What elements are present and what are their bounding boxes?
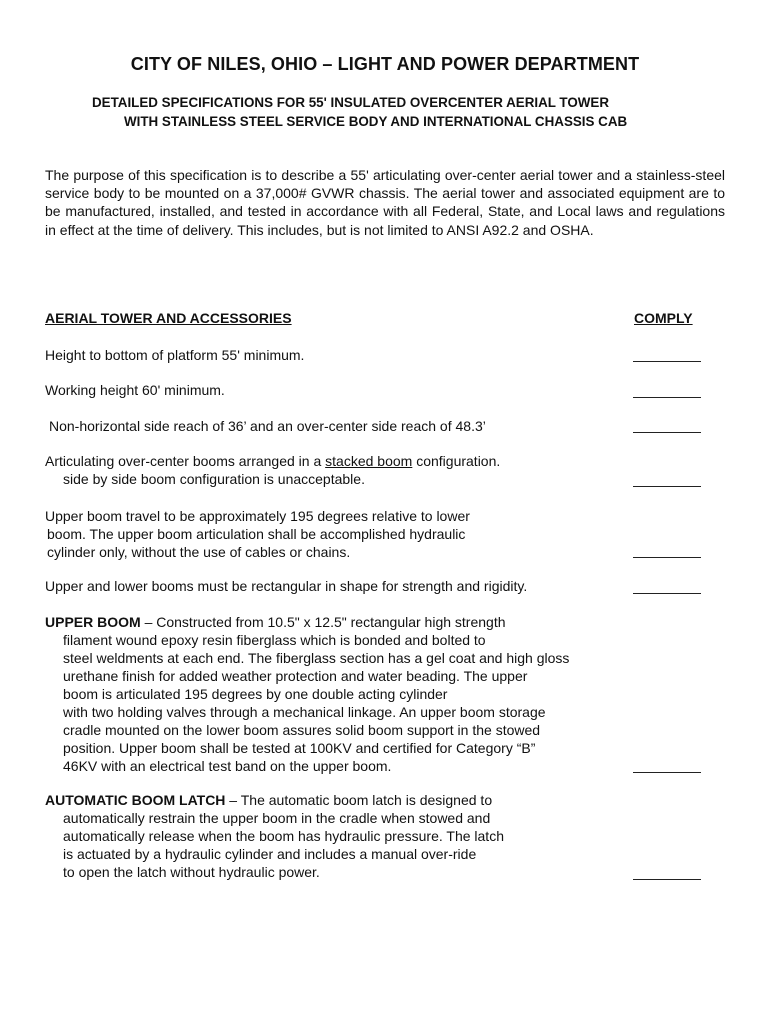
upper-boom-line: filament wound epoxy resin fiberglass which is bonded and bolted to (63, 632, 486, 648)
upper-boom-text: – Constructed from 10.5" x 12.5" rectangular high strength (140, 614, 506, 630)
boom-latch-line: automatically restrain the upper boom in the cradle when stowed and (63, 810, 491, 826)
intro-line: The purpose of this specification is to describe a 55' articulating over-center aerial tower and a (45, 167, 633, 183)
document-title: CITY OF NILES, OHIO – LIGHT AND POWER DEPARTMENT (130, 54, 640, 74)
spec-articulating-line-2: side by side boom configuration is unacceptable. (63, 471, 365, 487)
document-subtitle-line-1: DETAILED SPECIFICATIONS FOR 55' INSULATED OVERCENTER AERIAL TOWER (92, 95, 610, 110)
stacked-boom-term: stacked boom (325, 453, 413, 469)
spec-travel-line: boom. The upper boom articulation shall be accomplished hydraulic (47, 526, 466, 542)
upper-boom-line: 46KV with an electrical test band on the upper boom. (63, 758, 392, 774)
intro-line: State, and Local laws and regulations in effect at the time of delivery. This includes, but is not limited (45, 203, 726, 238)
spec-travel-line: cylinder only, without the use of cables or chains. (47, 544, 351, 560)
upper-boom-label: UPPER BOOM (45, 614, 141, 630)
comply-blank-upper-boom[interactable] (633, 772, 701, 773)
comply-blank-rectangular[interactable] (633, 593, 701, 594)
spec-working-height: Working height 60' minimum. (45, 382, 225, 398)
intro-line: to ANSI A92.2 and OSHA. (431, 221, 594, 238)
section-heading: AERIAL TOWER AND ACCESSORIES (45, 310, 292, 326)
upper-boom-line: position. Upper boom shall be tested at 100KV and certified for Category “B” (63, 740, 536, 756)
boom-latch-line: is actuated by a hydraulic cylinder and includes a manual over-ride (63, 846, 477, 862)
intro-line: stainless-steel service body to be mounted on a 37,000# GVWR chassis. The aerial tower and (45, 167, 725, 202)
upper-boom-line: urethane finish for added weather protection and water beading. The upper (63, 668, 528, 684)
spec-travel-line: Upper boom travel to be approximately 195 degrees relative to lower (45, 508, 470, 524)
intro-line: associated equipment are to be manufactured, installed, and tested in accordance with all Federal, (45, 185, 726, 220)
upper-boom-line: cradle mounted on the lower boom assures solid boom support in the stowed (63, 722, 541, 738)
boom-latch-line: automatically release when the boom has hydraulic pressure. The latch (63, 828, 504, 844)
boom-latch-line: to open the latch without hydraulic power. (63, 864, 320, 880)
spec-articulating-text: Articulating over-center booms arranged in a (45, 453, 326, 469)
comply-blank-working-height[interactable] (633, 397, 701, 398)
comply-blank-boom-latch[interactable] (633, 879, 701, 880)
spec-side-reach: Non-horizontal side reach of 36’ and an over-center side reach of 48.3’ (49, 418, 486, 434)
spec-height: Height to bottom of platform 55' minimum. (45, 347, 305, 363)
spec-boom-latch (45, 791, 504, 881)
comply-blank-articulating[interactable] (633, 486, 701, 487)
spec-articulating-text-end: configuration. (412, 453, 501, 469)
comply-blank-travel[interactable] (633, 557, 701, 558)
comply-heading: COMPLY (634, 310, 693, 326)
document-subtitle-line-2: WITH STAINLESS STEEL SERVICE BODY AND INTERNATIONAL CHASSIS CAB (124, 114, 628, 129)
spec-upper-boom (45, 613, 569, 775)
spec-upper-boom-travel (45, 507, 470, 561)
comply-blank-side-reach[interactable] (633, 432, 701, 433)
spec-rectangular-booms: Upper and lower booms must be rectangular in shape for strength and rigidity. (45, 578, 528, 594)
upper-boom-line: boom is articulated 195 degrees by one double acting cylinder (63, 686, 448, 702)
upper-boom-line: steel weldments at each end. The fiberglass section has a gel coat and high gloss (63, 650, 570, 666)
boom-latch-label: AUTOMATIC BOOM LATCH (45, 792, 226, 808)
comply-blank-height[interactable] (633, 361, 701, 362)
boom-latch-text: – The automatic boom latch is designed to (225, 792, 493, 808)
spec-articulating (45, 452, 500, 488)
intro-paragraph (45, 166, 725, 239)
upper-boom-line: with two holding valves through a mechanical linkage. An upper boom storage (63, 704, 546, 720)
